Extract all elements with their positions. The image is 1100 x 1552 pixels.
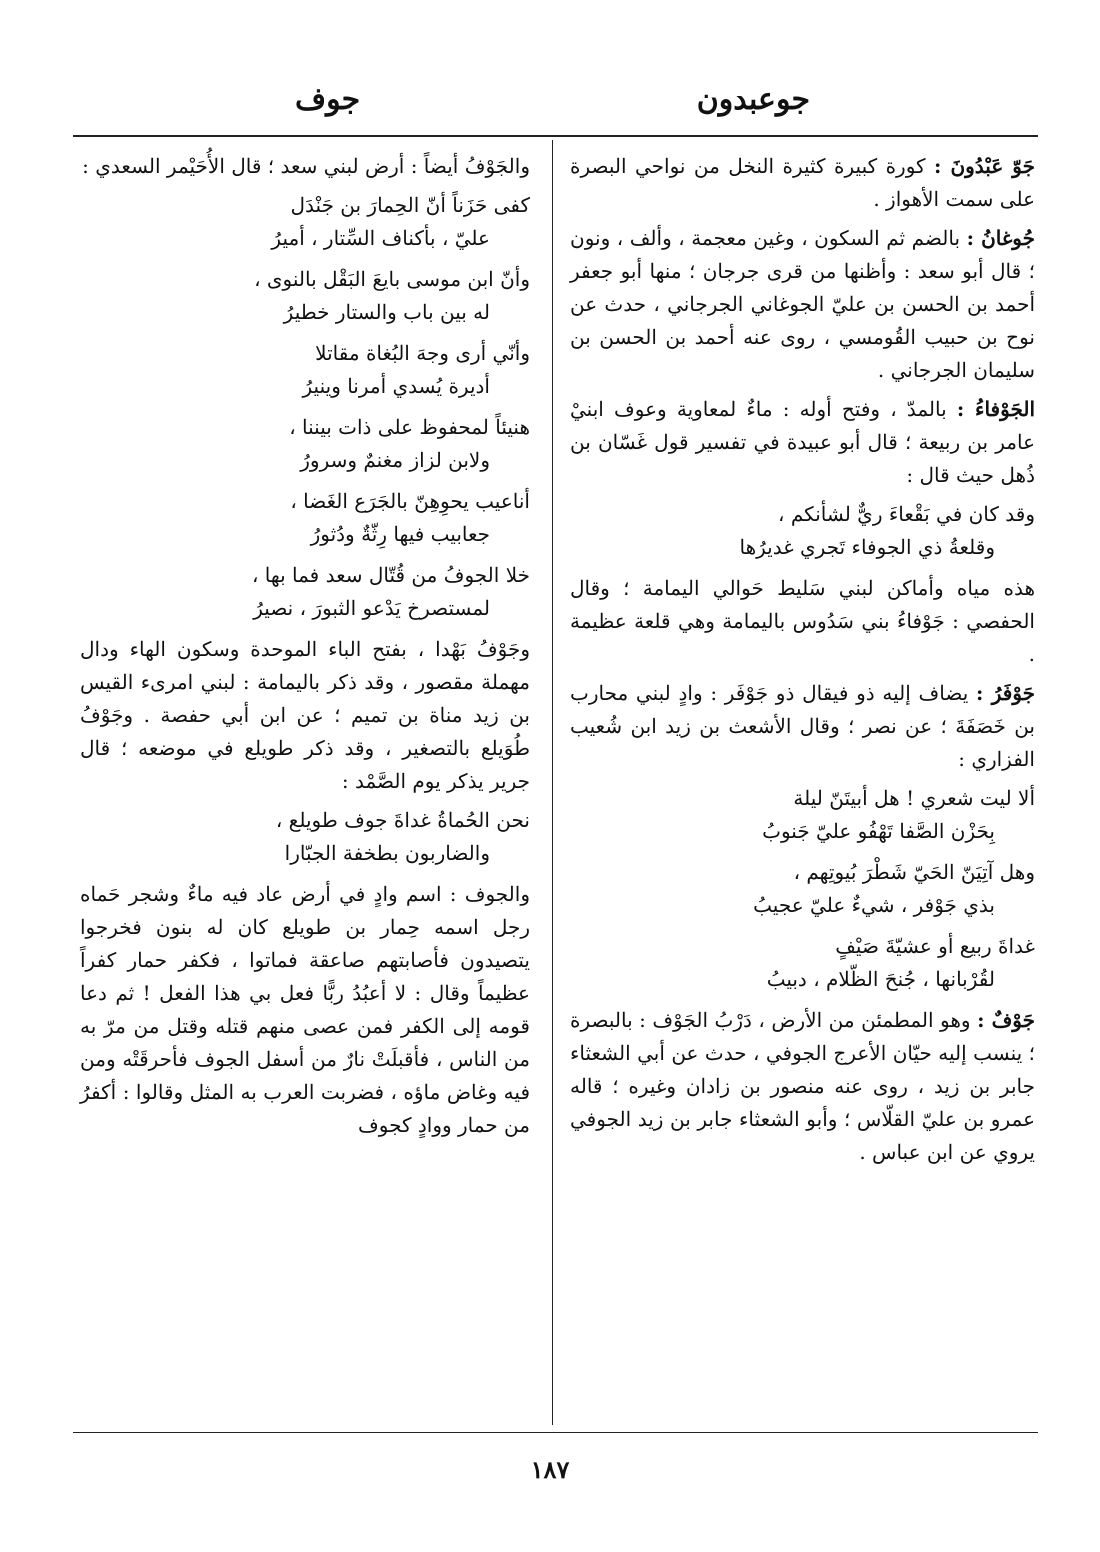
verse-hemistich: وأنّي أرى وجهَ البُغاة مقاتلا [315,341,530,365]
dictionary-entry [570,222,1035,387]
verse-hemistich: هنيئاً لمحفوظ على ذات بيننا ، [289,415,530,439]
verse-hemistich: بذي جَوْفر ، شيءٌ عليّ عجيبُ [753,893,995,917]
verse [570,782,1035,848]
entry-text: هذه مياه وأماكن لبني سَليط حَوالي اليمامة ؛ وقال الحفصي : جَوْفاءُ بني سَدُوس باليمامة وهي قلعة عظيمة . [570,576,1035,666]
verse-hemistich: أناعيب يحوِهِنّ بالجَرَع الغَضا ، [290,489,530,513]
header-rule [73,135,1038,137]
entry-paragraph [80,633,530,798]
verse [570,930,1035,996]
verse-hemistich: لمستصرخ يَدْعو الثبورَ ، نصيرُ [253,596,490,620]
entry-text: والجَوْفُ أيضاً : أرض لبني سعد ؛ قال الأُحَيْمر السعدي : [82,154,530,178]
dictionary-entry [570,393,1035,492]
entry-paragraph [80,150,530,183]
dictionary-entry [570,1004,1035,1169]
verse-hemistich: وقلعةُ ذي الجوفاء تَجري غديرُها [739,535,995,559]
running-head-right: جوعبدون [696,82,810,117]
verse-hemistich: لقُرْبانها ، جُنحَ الظّلام ، دبيبُ [766,967,995,991]
verse [80,559,530,625]
entry-text: بالمدّ ، وفتح أوله : ماءٌ لمعاوية وعوف ابنيْ عامر بن ربيعة ؛ قال أبو عبيدة في تفسير قول غَسّان بن ذُهل حيث قال : [570,397,1035,487]
verse [80,263,530,329]
entry-headword: جُوغانُ : [966,226,1036,250]
verse-hemistich: بِحَزْن الصَّفا تَهْفُو عليّ جَنوبُ [762,819,995,843]
verse-hemistich: له بين باب والستار خطيرُ [283,300,490,324]
verse-hemistich: غداةَ ربيع أو عشيّةَ صَيْفٍ [835,934,1035,958]
entry-paragraph [570,572,1035,671]
left-column [80,150,530,1148]
verse-hemistich: وهل آتِيَنّ الحَيّ شَطْرَ بُيوتِهم ، [793,860,1035,884]
verse-hemistich: نحن الحُماةُ غداةَ جوف طويلع ، [275,808,530,832]
entry-text: وجَوْفُ بَهْدا ، بفتح الباء الموحدة وسكون الهاء ودال مهملة مقصور ، وقد ذكر باليمامة : لبني امرىء القيس بن زيد مناة بن تميم ؛ عن ابن أبي حفصة . وجَوْفُ طُوَيلع بالتصغير ، وقد ذكر طويلع في موضعه ؛ قال جرير يذكر يوم الصَّمْد : [80,637,530,793]
verse [570,498,1035,564]
footer-rule [73,1432,1038,1433]
verse-hemistich: وأنّ ابن موسى بايعَ البَقْل بالنوى ، [254,267,530,291]
verse-hemistich: عليّ ، بأكناف السِّتار ، أميرُ [271,226,490,250]
verse-hemistich: والضاربون بطخفة الجبّارا [284,841,490,865]
verse [80,337,530,403]
verse-hemistich: كفى حَزَناً أنّ الحِمارَ بن جَنْدَل [290,193,530,217]
entry-text: وهو المطمئن من الأرض ، دَرْبُ الجَوْف : بالبصرة ؛ ينسب إليه حيّان الأعرج الجوفي ، حدث عن أبي الشعثاء جابر بن زيد ، روى عنه منصور بن زادان وغيره ؛ قاله عمرو بن عليّ القلّاس ؛ وأبو الشعثاء جابر بن زيد الجوفي يروي عن ابن عباس . [570,1008,1035,1164]
entry-headword: جَوّ عَبْدُونَ : [934,154,1035,178]
entry-headword: الجَوْفاءُ : [956,397,1036,421]
verse [80,804,530,870]
verse [80,189,530,255]
verse [80,411,530,477]
verse-hemistich: جعابيب فيها رِثّةٌ ودُثورُ [310,522,490,546]
verse-hemistich: أديرة يُسدي أمرنا وينيرُ [302,374,490,398]
entry-paragraph [80,878,530,1142]
verse-hemistich: ولابن لزاز مغنمٌ وسرورُ [300,448,490,472]
running-head-left: جوف [295,82,361,117]
verse [570,856,1035,922]
entry-text: والجوف : اسم وادٍ في أرض عاد فيه ماءٌ وشجر حَماه رجل اسمه حِمار بن طويلع كان له بنون فخرجوا يتصيدون فأصابتهم صاعقة فماتوا ، فكفر حمار كفراً عظيماً وقال : لا أعبُدُ ربًّا فعل بي هذا الفعل ! ثم دعا قومه إلى الكفر فمن عصى منهم قتله وقتل من مرّ به من الناس ، فأقبلَتْ نارٌ من أسفل الجوف فأحرقَتْه ومن فيه وغاض ماؤه ، فضربت العرب به المثل وقالوا : أكفرُ من حمار ووادٍ كجوف [80,882,530,1137]
entry-headword: جَوْفٌ : [977,1008,1035,1032]
dictionary-entry [570,150,1035,216]
column-divider [552,140,553,1425]
verse-hemistich: وقد كان في بَقْعاءَ ريٌّ لشأنكم ، [778,502,1035,526]
verse [80,485,530,551]
right-column [570,150,1035,1175]
entry-text: بالضم ثم السكون ، وغين معجمة ، وألف ، ونون ؛ قال أبو سعد : وأظنها من قرى جرجان ؛ منها أبو جعفر أحمد بن الحسن بن عليّ الجوغاني الجرجاني ، حدث عن نوح بن حبيب القُومسي ، روى عنه أحمد بن الحسن بن سليمان الجرجاني . [570,226,1035,382]
entry-text: كورة كبيرة كثيرة النخل من نواحي البصرة على سمت الأهواز . [570,154,1035,211]
verse-hemistich: خلا الجوفُ من قُتّال سعد فما بها ، [251,563,530,587]
verse-hemistich: ألا ليت شعري ! هل أبيتَنّ ليلة [793,786,1035,810]
dictionary-entry [570,677,1035,776]
entry-headword: جَوْفَرُ : [976,681,1036,705]
page-number: ١٨٧ [530,1455,570,1484]
entry-text: يضاف إليه ذو فيقال ذو جَوْفَر : وادٍ لبني محارب بن خَصَفَةَ ؛ عن نصر ؛ وقال الأشعث بن زيد ابن شُعيب الفزاري : [570,681,1035,771]
